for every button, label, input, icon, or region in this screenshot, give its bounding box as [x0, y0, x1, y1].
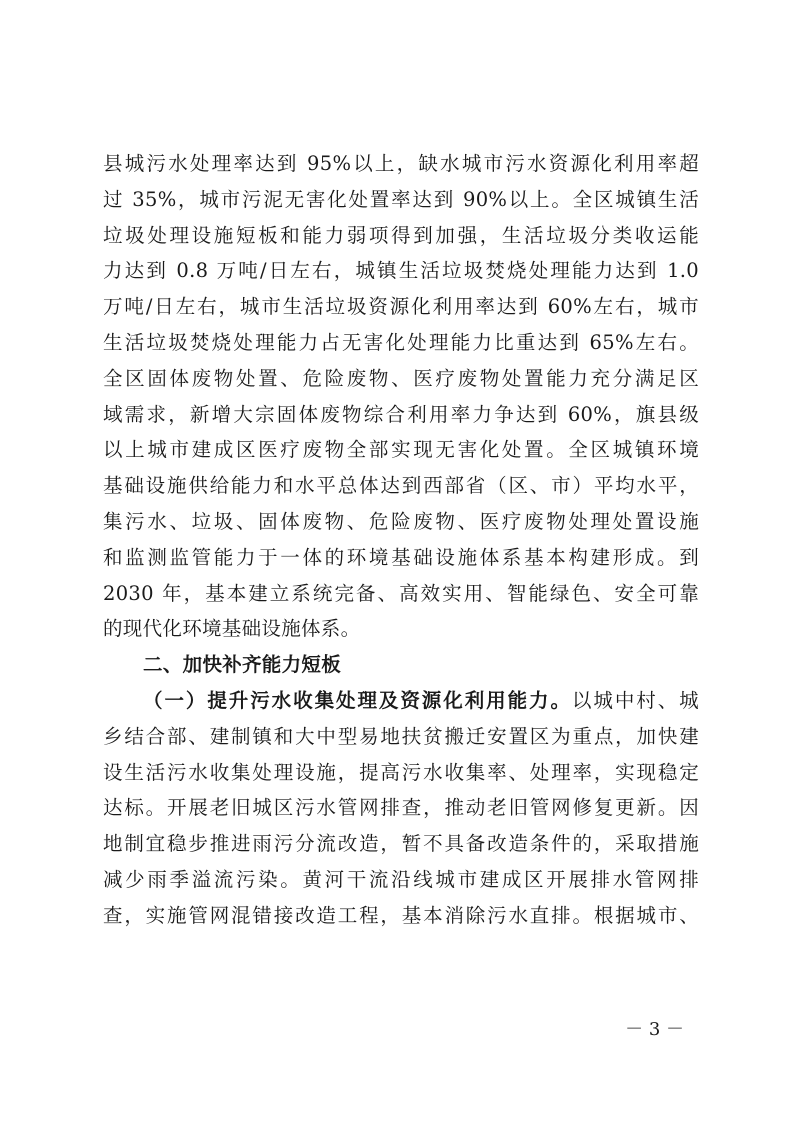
section-heading: 二、加快补齐能力短板	[143, 653, 342, 677]
paragraph-line: 力达到 0.8 万吨/日左右，城镇生活垃圾焚烧处理能力达到 1.0	[103, 259, 699, 283]
body-text	[103, 146, 699, 934]
subsection-lead: （一）提升污水收集处理及资源化利用能力。	[143, 688, 572, 712]
paragraph-line: 垃圾处理设施短板和能力弱项得到加强，生活垃圾分类收运能	[103, 223, 699, 247]
paragraph-line: 设生活污水收集处理设施，提高污水收集率、处理率，实现稳定	[103, 760, 699, 784]
paragraph-line: 县城污水处理率达到 95%以上，缺水城市污水资源化利用率超	[103, 152, 699, 175]
paragraph-line: 2030 年，基本建立系统完备、高效实用、智能绿色、安全可靠	[103, 581, 699, 605]
paragraph-line: 万吨/日左右，城市生活垃圾资源化利用率达到 60%左右，城市	[103, 295, 699, 319]
paragraph-line: 全区固体废物处置、危险废物、医疗废物处置能力充分满足区	[103, 366, 699, 390]
paragraph-line: 集污水、垃圾、固体废物、危险废物、医疗废物处理处置设施	[103, 509, 699, 533]
paragraph-line: 基础设施供给能力和水平总体达到西部省（区、市）平均水平，	[103, 474, 699, 498]
paragraph-line: 和监测监管能力于一体的环境基础设施体系基本构建形成。到	[103, 545, 699, 569]
paragraph-line: 达标。开展老旧城区污水管网排查，推动老旧管网修复更新。因	[103, 796, 699, 820]
paragraph-line: 减少雨季溢流污染。黄河干流沿线城市建成区开展排水管网排	[103, 867, 699, 891]
subsection-first-line	[103, 683, 699, 719]
paragraph-line: 过 35%，城市污泥无害化处置率达到 90%以上。全区城镇生活	[103, 187, 699, 211]
paragraph-line: 生活垃圾焚烧处理能力占无害化处理能力比重达到 65%左右。	[103, 330, 699, 354]
paragraph-line: 乡结合部、建制镇和大中型易地扶贫搬迁安置区为重点，加快建	[103, 724, 699, 748]
subsection-first-line-text: 以城中村、城	[571, 688, 699, 712]
paragraph-line: 地制宜稳步推进雨污分流改造，暂不具备改造条件的，采取措施	[103, 832, 699, 856]
paragraph-line: 查，实施管网混错接改造工程，基本消除污水直排。根据城市、	[103, 903, 699, 927]
paragraph-line: 以上城市建成区医疗废物全部实现无害化处置。全区城镇环境	[103, 438, 699, 462]
paragraph-line: 的现代化环境基础设施体系。	[103, 617, 361, 641]
page-number: － 3 －	[625, 1019, 684, 1040]
paragraph-line: 域需求，新增大宗固体废物综合利用率力争达到 60%，旗县级	[103, 402, 699, 426]
